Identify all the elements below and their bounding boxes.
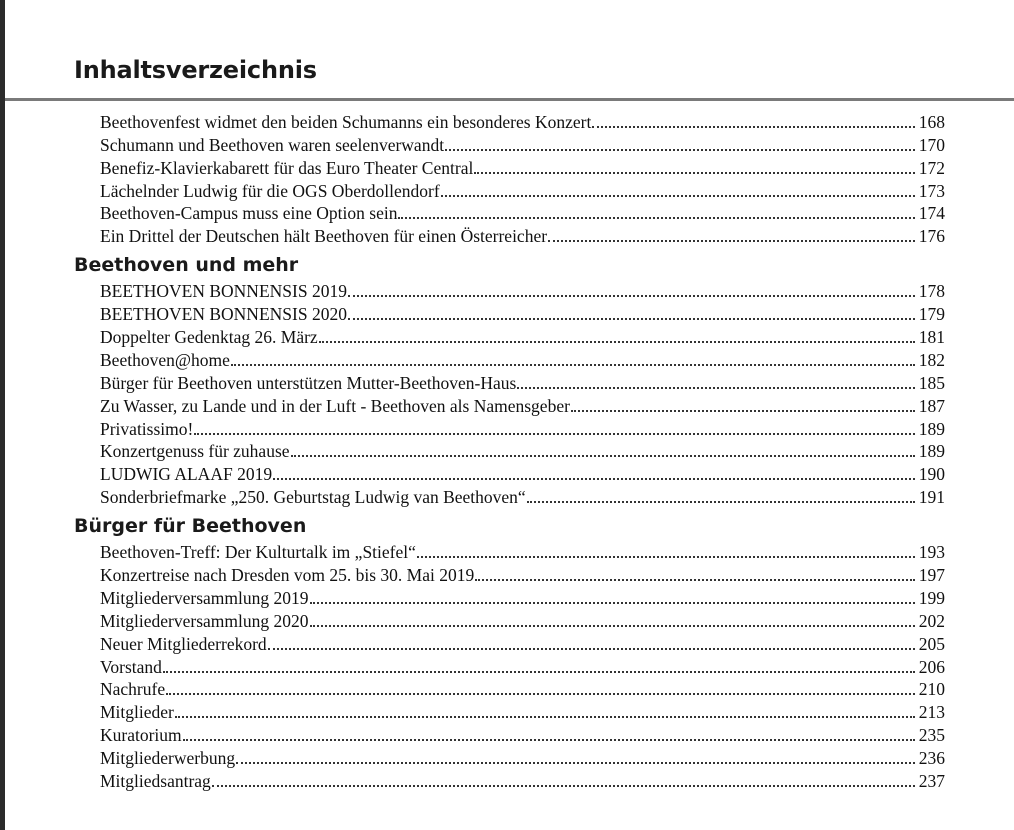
toc-entry-title: Mitglieder	[100, 702, 174, 723]
toc-entry[interactable]	[100, 179, 945, 202]
toc-entry[interactable]	[100, 133, 945, 156]
toc-entry-title: Vorstand	[100, 656, 162, 677]
toc-entry[interactable]	[100, 746, 945, 769]
toc-entry-page-number: 236	[918, 748, 945, 769]
toc-entry-page-number: 235	[918, 725, 945, 746]
toc-entry-title: BEETHOVEN BONNENSIS 2019	[100, 281, 347, 302]
dot-leader	[348, 304, 915, 320]
toc-entry[interactable]	[100, 586, 945, 609]
dot-leader	[175, 702, 915, 718]
dot-leader	[236, 748, 915, 764]
toc-entry-page-number: 190	[918, 464, 945, 485]
toc-entry-page-number: 237	[918, 771, 945, 792]
toc-entry-page-number: 182	[918, 349, 945, 370]
toc-entry[interactable]	[100, 110, 945, 133]
dot-leader	[319, 327, 915, 343]
toc-entry-page-number: 173	[918, 180, 945, 201]
toc-entry-page-number: 213	[918, 702, 945, 723]
dot-leader	[475, 565, 915, 581]
toc-entry[interactable]	[100, 563, 945, 586]
toc-entry-page-number: 206	[918, 656, 945, 677]
toc-entry-title: Mitgliedsantrag	[100, 771, 211, 792]
section-heading	[74, 508, 1014, 540]
dot-leader	[571, 396, 915, 412]
dot-leader	[417, 542, 915, 558]
toc-entry[interactable]	[100, 325, 945, 348]
toc-entry[interactable]	[100, 769, 945, 792]
toc-entry-title: BEETHOVEN BONNENSIS 2020	[100, 304, 347, 325]
toc-entry-title: Zu Wasser, zu Lande und in der Luft - Beethoven als Namensgeber	[100, 395, 570, 416]
dot-leader	[212, 771, 915, 787]
dot-leader	[348, 281, 915, 297]
toc-entry-title: Schumann und Beethoven waren seelenverwandt	[100, 134, 445, 155]
dot-leader	[517, 373, 914, 389]
title-divider	[5, 98, 1014, 101]
toc-entry[interactable]	[100, 348, 945, 371]
toc-entry[interactable]	[100, 440, 945, 463]
toc-entry-page-number: 178	[918, 281, 945, 302]
toc-entry-title: Ein Drittel der Deutschen hält Beethoven für einen Österreicher	[100, 226, 548, 247]
toc-entry-title: Mitgliederversammlung 2020	[100, 610, 309, 631]
toc-entry[interactable]	[100, 371, 945, 394]
toc-entry-page-number: 205	[918, 633, 945, 654]
toc-entry-page-number: 191	[918, 487, 945, 508]
toc-entry[interactable]	[100, 279, 945, 302]
dot-leader	[474, 158, 914, 174]
toc-entry-page-number: 187	[918, 395, 945, 416]
toc-entry[interactable]	[100, 700, 945, 723]
dot-leader	[310, 588, 915, 604]
toc-entry-page-number: 185	[918, 372, 945, 393]
dot-leader	[183, 725, 915, 741]
toc-entry-title: Privatissimo!	[100, 418, 194, 439]
toc-entry-page-number: 197	[918, 565, 945, 586]
dot-leader	[273, 464, 915, 480]
toc-entry-title: Beethoven-Treff: Der Kulturtalk im „Stiefel“	[100, 542, 416, 563]
toc-entry-title: Kuratorium	[100, 725, 182, 746]
dot-leader	[163, 657, 915, 673]
toc-entry-title: Konzertgenuss für zuhause	[100, 441, 290, 462]
dot-leader	[441, 181, 915, 197]
dot-leader	[231, 350, 915, 366]
toc-entry[interactable]	[100, 156, 945, 179]
toc-entry[interactable]	[100, 394, 945, 417]
toc-entry-title: Doppelter Gedenktag 26. März	[100, 327, 318, 348]
toc-entry[interactable]	[100, 462, 945, 485]
dot-leader	[310, 611, 915, 627]
toc-entry-title: Benefiz-Klavierkabarett für das Euro Theater Central	[100, 157, 474, 178]
toc-entry[interactable]	[100, 485, 945, 508]
toc-entry-page-number: 179	[918, 304, 945, 325]
dot-leader	[592, 112, 914, 128]
toc-entry-page-number: 189	[918, 418, 945, 439]
toc-entry-title: Bürger für Beethoven unterstützen Mutter-Beethoven-Haus	[100, 372, 517, 393]
toc-entry-page-number: 170	[918, 134, 945, 155]
toc-entry-title: Lächelnder Ludwig für die OGS Oberdollendorf	[100, 180, 440, 201]
dot-leader	[268, 634, 915, 650]
section-heading	[74, 247, 1014, 279]
toc-entry[interactable]	[100, 723, 945, 746]
dot-leader	[291, 441, 915, 457]
toc-entry-title: Mitgliederwerbung	[100, 748, 236, 769]
dot-leader	[445, 135, 915, 151]
toc-entry-title: Beethoven-Campus muss eine Option sein	[100, 203, 398, 224]
toc-entry-page-number: 168	[918, 111, 945, 132]
toc-entry[interactable]	[100, 609, 945, 632]
toc-entry-page-number: 202	[918, 610, 945, 631]
toc-entry-page-number: 193	[918, 542, 945, 563]
section-heading-label: Bürger für Beethoven	[74, 515, 307, 538]
toc-entry-title: Beethoven@home	[100, 349, 230, 370]
toc-entry-title: Beethovenfest widmet den beiden Schumanns ein besonderes Konzert	[100, 111, 592, 132]
toc-entry[interactable]	[100, 678, 945, 701]
section-heading-label: Beethoven und mehr	[74, 254, 299, 277]
dot-leader	[548, 226, 915, 242]
toc-entry-title: Nachrufe	[100, 679, 166, 700]
page-title: Inhaltsverzeichnis	[74, 56, 317, 84]
dot-leader	[194, 419, 914, 435]
toc-entry-title: LUDWIG ALAAF 2019	[100, 464, 273, 485]
toc-entry[interactable]	[100, 302, 945, 325]
dot-leader	[166, 679, 915, 695]
toc-entry[interactable]	[100, 540, 945, 563]
toc-entry[interactable]	[100, 417, 945, 440]
toc-entry-title: Mitgliederversammlung 2019	[100, 587, 309, 608]
toc-entry-page-number: 199	[918, 587, 945, 608]
toc-entry-page-number: 210	[918, 679, 945, 700]
toc-entry[interactable]	[100, 202, 945, 225]
toc-entry-title: Konzertreise nach Dresden vom 25. bis 30. Mai 2019	[100, 565, 475, 586]
toc-entry-page-number: 172	[918, 157, 945, 178]
toc-entry-page-number: 181	[918, 327, 945, 348]
toc-entry-page-number: 189	[918, 441, 945, 462]
toc-entry-title: Neuer Mitgliederrekord	[100, 633, 267, 654]
table-of-contents	[0, 110, 1014, 792]
dot-leader	[398, 203, 914, 219]
dot-leader	[527, 487, 915, 503]
toc-entry-page-number: 174	[918, 203, 945, 224]
toc-entry[interactable]	[100, 224, 945, 247]
toc-entry-page-number: 176	[918, 226, 945, 247]
toc-entry[interactable]	[100, 632, 945, 655]
toc-entry-title: Sonderbriefmarke „250. Geburtstag Ludwig van Beethoven“	[100, 487, 526, 508]
toc-entry[interactable]	[100, 655, 945, 678]
